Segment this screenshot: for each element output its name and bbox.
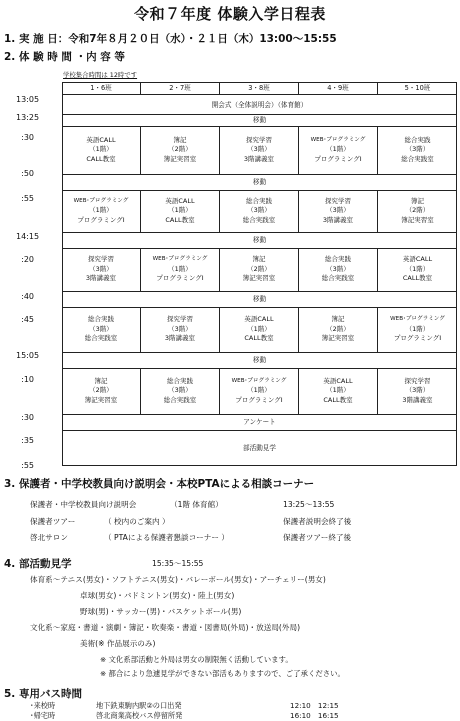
session-room: CALL教室 [244,334,274,342]
session-subject: 総合実践 [325,255,351,263]
session-subject: WEB･プログラミング [152,256,208,262]
session-room: プログラミングⅠ [156,274,204,282]
session-subject: 総合実践 [246,196,272,205]
club-visit-time: 15:35～15:55 [152,559,204,568]
section-2-heading: 2. 体 験 時 間 ・内 容 等 [4,51,125,63]
session-subject: 英語CALL [323,376,353,385]
session-subject: 簿記 [252,255,266,263]
session-room: 3階講義室 [243,154,275,163]
page-title: 令和７年度 体験入学日程表 [134,5,326,23]
session-cell [220,307,299,352]
schedule-table [62,82,457,466]
time-label: :30 [21,413,34,422]
session-cell [220,248,299,291]
section-3-heading: 3. 保護者・中学校教員向け説明会・本校PTAによる相談コーナー [4,478,315,490]
session-floor: （1階） [168,206,192,214]
group-header: 3・8班 [220,82,299,94]
session-subject: WEB･プログラミング [310,136,366,143]
session-floor: （1階） [326,145,350,153]
time-label: 15:05 [16,351,40,360]
session-subject: 英語CALL [165,196,195,205]
session-cell [299,307,378,352]
session-room: 3階講義室 [322,215,354,224]
session-cell [62,248,141,291]
salon-label: 啓北サロン [30,533,68,542]
time-label: :50 [21,169,34,178]
opening-ceremony: 開会式（全体説明会）（体育館） [211,101,308,109]
session-subject: 探究学習 [88,255,114,263]
session-floor: （1階） [89,206,113,214]
club-visit-row: 部活動見学 [243,444,276,452]
time-label: :30 [21,133,34,142]
session-subject: WEB･プログラミング [231,377,287,384]
group-header: 2・7班 [141,82,220,94]
session-floor: （3階） [168,324,192,333]
session-subject: 探究学習 [167,315,193,323]
bus-row-stop: 啓北商業高校バス停留所発 [96,711,183,720]
info-session-place: （1階 体育館） [170,500,223,509]
session-cell [62,190,141,232]
transition-row: 移動 [252,116,267,124]
time-label: :45 [21,315,34,324]
time-label: :40 [21,292,34,301]
session-floor: （2階） [326,324,350,333]
time-label: :55 [21,461,34,470]
session-room: 3階講義室 [402,395,433,404]
time-label: :10 [21,375,34,384]
session-cell [220,126,299,174]
session-subject: 探究学習 [325,196,351,205]
time-label: :35 [21,436,34,445]
section-5-heading: 5. 専用バス時間 [4,688,82,700]
session-room: 簿記実習室 [84,395,118,404]
session-room: CALL教室 [402,274,433,282]
session-floor: （1階） [247,324,271,333]
session-subject: 簿記 [331,315,345,323]
transition-row: 移動 [252,295,267,303]
session-room: 総合実践室 [163,395,197,404]
session-room: プログラミングⅠ [393,334,442,342]
survey-row: アンケート [243,418,276,426]
session-subject: 総合実践 [167,376,193,385]
session-subject: 簿記 [173,135,187,144]
session-floor: （1階） [326,386,350,394]
session-floor: （2階） [89,386,113,394]
session-room: 総合実践室 [242,215,276,224]
club-line: 文化系～家庭・書道・演劇・簿記・吹奏楽・書道・図書局(外局)・放送局(外局) [30,623,301,632]
session-room: 簿記実習室 [321,334,355,342]
club-line: 野球(男)・サッカー(男)・バスケットボール(男) [80,607,242,616]
gathering-time-note: 学校集合時間は 12時です [63,71,138,79]
bus-row-label: ･来校時 [30,701,56,710]
session-subject: 簿記 [411,196,424,205]
salon-time: 保護者ツアー終了後 [283,533,352,542]
transition-row: 移動 [252,178,267,186]
section-4-heading: 4. 部活動見学 [4,558,72,570]
session-floor: （1階） [405,324,430,333]
session-cell [62,126,141,174]
session-room: 3階講義室 [164,334,196,342]
group-header: 4・9班 [299,82,378,94]
time-label: :55 [21,194,34,203]
info-session-time: 13:25～13:55 [283,500,335,509]
session-subject: 探究学習 [404,376,431,385]
session-cell [378,190,457,232]
session-floor: （3階） [168,386,192,394]
session-cell [141,248,220,291]
session-cell [141,190,220,232]
session-floor: （3階） [89,324,113,333]
session-floor: （1階） [247,386,271,394]
session-floor: （2階） [247,264,271,273]
session-room: CALL教室 [165,215,195,224]
session-subject: WEB･プログラミング [390,316,445,322]
session-floor: （1階） [89,145,113,153]
session-cell [141,307,220,352]
session-floor: （3階） [89,264,113,273]
session-room: プログラミングⅠ [314,154,362,163]
session-floor: （1階） [405,264,430,273]
session-floor: （3階） [405,145,430,153]
session-subject: 探究学習 [246,135,272,144]
session-subject: 総合実践 [88,315,114,323]
session-cell [378,307,457,352]
session-subject: 簿記 [94,376,108,385]
session-room: CALL教室 [86,154,116,163]
session-cell [299,368,378,414]
group-header: 1・6班 [62,82,141,94]
session-room: 総合実践室 [401,154,434,163]
session-room: 総合実践室 [321,274,355,282]
club-note: ※ 都合により急遽見学ができない部活もありますので、ご了承ください。 [100,669,345,678]
parent-tour-label: 保護者ツアー [30,517,76,526]
session-cell [378,368,457,414]
session-floor: （3階） [247,206,271,214]
session-cell [141,126,220,174]
session-room: 簿記実習室 [401,215,434,224]
session-cell [378,248,457,291]
session-floor: （3階） [326,206,350,214]
session-floor: （1階） [168,264,192,273]
bus-row-label: ･帰宅時 [30,711,56,720]
session-subject: WEB･プログラミング [73,197,129,204]
session-floor: （3階） [326,264,350,273]
session-floor: （2階） [168,145,192,153]
session-cell [299,248,378,291]
session-room: プログラミングⅠ [235,395,283,404]
bus-row-stop: 地下鉄東駒内駅②の口出発 [96,701,182,710]
session-room: CALL教室 [323,395,353,404]
session-floor: （2階） [405,206,430,214]
session-cell [378,126,457,174]
session-floor: （3階） [405,386,430,394]
session-cell [299,190,378,232]
transition-row: 移動 [252,356,267,364]
session-room: 3階講義室 [85,274,117,282]
session-cell [220,190,299,232]
session-subject: 英語CALL [244,315,274,323]
parent-tour-time: 保護者説明会終了後 [283,517,352,526]
salon-place: （ PTAによる保護者懇談コーナー ） [104,533,229,542]
info-session-label: 保護者・中学校教員向け説明会 [30,500,137,509]
session-cell [62,368,141,414]
parent-tour-place: （ 校内のご案内 ） [104,517,170,526]
session-room: 簿記実習室 [163,154,197,163]
session-subject: 英語CALL [402,255,433,263]
club-note: ※ 文化系部活動と外局は男女の制限無く活動しています。 [100,655,293,664]
club-line: 体育系～テニス(男女)・ソフトテニス(男女)・バレーボール(男女)・アーチェリー(男女) [30,575,326,584]
transition-row: 移動 [252,236,267,244]
club-line: 美術(※ 作品展示のみ) [80,639,156,648]
time-label: 14:15 [16,232,40,241]
group-header: 5・10班 [404,84,431,92]
session-room: プログラミングⅠ [77,215,125,224]
bus-row-times: 12:10 12:15 [290,701,339,710]
bus-row-times: 16:10 16:15 [290,711,339,720]
section-1-date: 1. 実 施 日：令和7年８月２０日（水）・２１日（木）13:00～15:55 [4,33,337,45]
session-cell [299,126,378,174]
session-cell [220,368,299,414]
session-subject: 総合実践 [404,135,431,144]
session-subject: 英語CALL [86,135,116,144]
session-room: 総合実践室 [84,334,118,342]
time-label: 13:05 [16,95,40,104]
session-cell [141,368,220,414]
time-label: :20 [21,255,34,264]
session-floor: （3階） [247,145,271,153]
session-room: 簿記実習室 [242,274,276,282]
time-label: 13:25 [16,113,40,122]
club-line: 卓球(男女)・バドミントン(男女)・陸上(男女) [80,591,235,600]
session-cell [62,307,141,352]
